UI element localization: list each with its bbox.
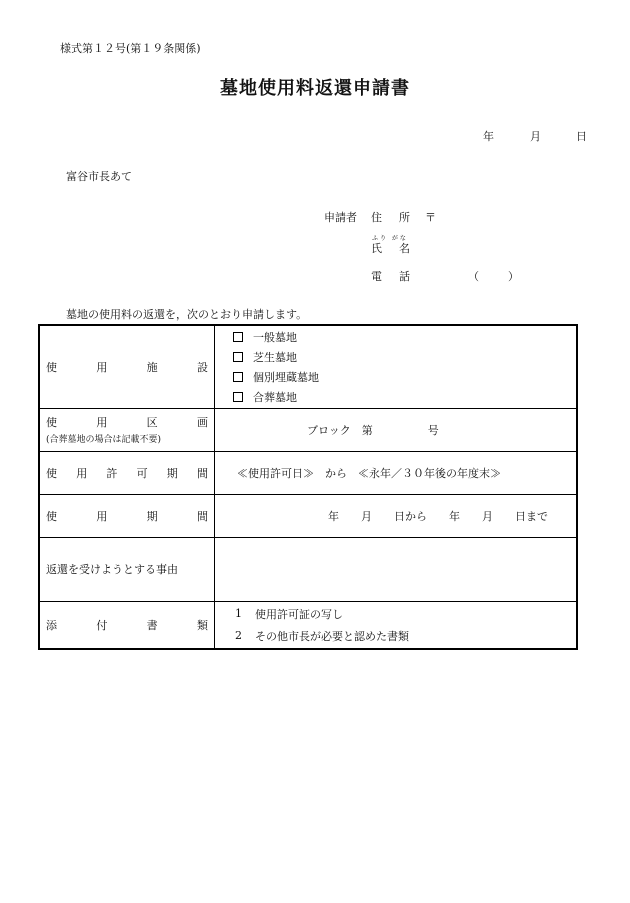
facility-row (39, 325, 577, 408)
document-title: 墓地使用料返還申請書 (220, 78, 410, 99)
form-number: 様式第１２号(第１９条関係) (60, 42, 201, 55)
application-table (38, 324, 578, 650)
section-value[interactable] (215, 408, 578, 451)
phone-label-1: 電 (371, 270, 382, 283)
label-char: 可 (136, 466, 148, 480)
option-label: 合葬墓地 (253, 390, 297, 404)
name-label-2: 名 (399, 242, 410, 255)
reason-label (39, 537, 215, 601)
label-char: 用 (96, 416, 108, 429)
attachments-row (39, 601, 577, 649)
section-value-text: ブロック 第 号 (307, 423, 439, 437)
label-char: 期 (166, 466, 178, 480)
attachments-list (215, 601, 578, 649)
facility-option-general[interactable] (215, 327, 576, 347)
item-number: 1 (235, 607, 242, 621)
checkbox-icon[interactable] (233, 372, 243, 382)
label-char: 使 (46, 466, 57, 480)
name-label-1: 氏 (371, 242, 382, 255)
label-char: 使 (46, 416, 57, 429)
intro-statement: 墓地の使用料の返還を，次のとおり申請します。 (66, 308, 308, 321)
item-text: その他市長が必要と認めた書類 (255, 629, 409, 643)
permit-period-value (215, 451, 578, 494)
label-char: 用 (96, 360, 108, 374)
facility-option-individual[interactable] (215, 367, 576, 387)
label-char: 区 (146, 416, 158, 429)
checkbox-icon[interactable] (233, 332, 243, 342)
label-char: 用 (96, 509, 108, 523)
checkbox-icon[interactable] (233, 352, 243, 362)
usage-period-text: 年 月 日から 年 月 日まで (328, 509, 548, 523)
facility-label (39, 325, 215, 408)
date-day-label: 日 (576, 130, 587, 143)
phone-paren-open: （ (468, 270, 479, 283)
label-char: 類 (196, 618, 208, 632)
phone-label-2: 話 (399, 270, 410, 283)
section-row (39, 408, 577, 451)
label-char: 間 (196, 509, 208, 523)
facility-option-shared[interactable] (215, 387, 576, 407)
postal-mark: 〒 (425, 211, 436, 224)
label-char: 用 (76, 466, 88, 480)
label-char: 許 (106, 466, 118, 480)
list-item (215, 625, 576, 647)
address-label-2: 所 (399, 211, 410, 224)
label-char: 施 (146, 360, 158, 374)
section-note: (合葬墓地の場合は記載不要) (46, 435, 162, 445)
item-number: 2 (235, 629, 242, 643)
option-label: 芝生墓地 (253, 350, 297, 364)
address-label-1: 住 (371, 211, 382, 224)
label-char: 画 (196, 416, 208, 429)
usage-period-value[interactable] (215, 494, 578, 537)
permit-period-row (39, 451, 577, 494)
usage-period-row (39, 494, 577, 537)
date-month-label: 月 (530, 130, 541, 143)
option-label: 一般墓地 (253, 330, 297, 344)
date-year-label: 年 (483, 130, 494, 143)
usage-period-label (39, 494, 215, 537)
name-ruby: ふり がな (372, 235, 408, 242)
reason-input-area[interactable] (215, 537, 578, 601)
label-char: 間 (196, 466, 208, 480)
phone-paren-close: ） (508, 270, 519, 283)
facility-option-lawn[interactable] (215, 347, 576, 367)
label-char: 書 (146, 618, 158, 632)
label-char: 添 (46, 618, 57, 632)
facility-options (215, 325, 578, 408)
label-char: 設 (196, 360, 208, 374)
reason-label-text: 返還を受けようとする事由 (46, 563, 178, 576)
list-item (215, 603, 576, 625)
addressee: 富谷市長あて (66, 170, 132, 183)
section-label (39, 408, 215, 451)
item-text: 使用許可証の写し (255, 607, 343, 621)
label-char: 付 (96, 618, 108, 632)
label-char: 使 (46, 509, 57, 523)
reason-row (39, 537, 577, 601)
permit-period-text: ≪使用許可日≫ から ≪永年／３０年後の年度末≫ (237, 466, 501, 480)
label-char: 使 (46, 360, 57, 374)
applicant-label: 申請者 (324, 211, 357, 224)
checkbox-icon[interactable] (233, 392, 243, 402)
option-label: 個別埋蔵墓地 (253, 370, 319, 384)
permit-period-label (39, 451, 215, 494)
label-char: 期 (146, 509, 158, 523)
attachments-label (39, 601, 215, 649)
